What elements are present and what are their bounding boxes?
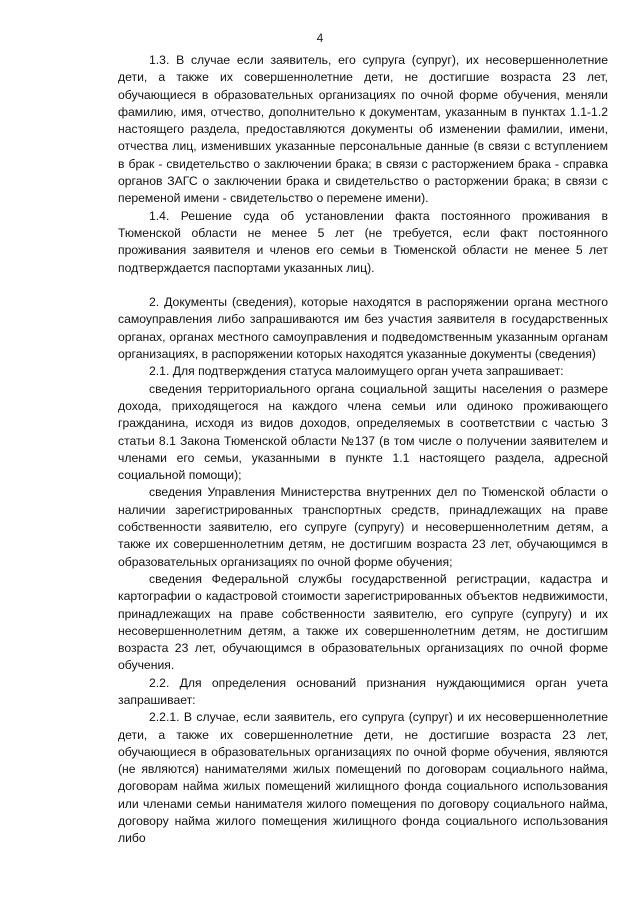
paragraph-1-4: 1.4. Решение суда об установлении факта постоянного проживания в Тюменской области не менее 5 лет (не требуется, если факт постоянного проживания заявителя и членов его семьи в Тюменской области не менее 5 лет подтверждается паспортами указанных лиц).: [118, 208, 608, 275]
paragraph-2-2-1: 2.2.1. В случае, если заявитель, его супруга (супруг) и их несовершеннолетние дети, а также их совершеннолетние дети, не достигшие возраста 23 лет, обучающиеся в образовательных организациях по очной форме обучения, являются (не являются) нанимателями жилых помещений по договорам социального найма, договорам найма жилых помещений жилищного фонда социального использования или членами семьи нанимателя жилого помещения по договору социального найма, договору найма жилого помещения жилищного фонда социального использования либо: [118, 710, 608, 846]
paragraph-2-1: 2.1. Для подтверждения статуса малоимущего орган учета запрашивает:: [149, 364, 564, 379]
document-body: [118, 52, 608, 848]
paragraph-2-2: 2.2. Для определения оснований признания нуждающимися орган учета запрашивает:: [118, 675, 608, 707]
paragraph-gap: [118, 277, 608, 294]
paragraph-1-3: 1.3. В случае если заявитель, его супруга (супруг), их несовершеннолетние дети, а также их совершеннолетние дети, не достигшие возраста 23 лет, обучающиеся в образовательных организациях по очной форме обучения, меняли фамилию, имя, отчество, дополнительно к документам, указанным в пунктах 1.1-1.2 настоящего раздела, предоставляются документы об изменении фамилии, имени, отчества лиц, изменивших указанные персональные данные (в связи с вступлением в брак - свидетельство о заключении брака; в связи с расторжением брака - справка органов ЗАГС о заключении брака и свидетельство о расторжении брака; в связи с переменой имени - свидетельство о перемене имени).: [118, 53, 608, 206]
page-number: 4: [316, 31, 324, 45]
paragraph-2-1-item-cadastre: сведения Федеральной службы государственной регистрации, кадастра и картографии о кадастровой стоимости зарегистрированных объектов недвижимости, принадлежащих на праве собственности заявителю, его супруге (супругу) и их несовершеннолетним детям, а также их совершеннолетним детям, не достигшим возраста 23 лет, обучающимся в образовательных организациях по очной форме обучения.: [118, 571, 608, 673]
paragraph-2-1-item-social-protection: сведения территориального органа социальной защиты населения о размере дохода, приходящегося на каждого члена семьи или одиноко проживающего гражданина, исходя из видов доходов, определяемых в соответствии с частью 3 статьи 8.1 Закона Тюменской области №137 (в том числе о получении заявителем и членами его семьи, указанными в пункте 1.1 настоящего раздела, адресной социальной помощи);: [118, 381, 608, 483]
paragraph-2: 2. Документы (сведения), которые находятся в распоряжении органа местного самоуправления либо запрашиваются им без участия заявителя в государственных органах, органах местного самоуправления и подведомственным указанным органам организациях, в распоряжении которых находятся указанные документы (сведения): [118, 295, 608, 362]
paragraph-2-1-item-internal-affairs: сведения Управления Министерства внутренних дел по Тюменской области о наличии зарегистрированных транспортных средств, принадлежащих на праве собственности заявителю, его супруге (супругу) и несовершеннолетним детям, а также их совершеннолетним детям, не достигшим возраста 23 лет, обучающимся в образовательных организациях по очной форме обучения;: [118, 485, 608, 569]
